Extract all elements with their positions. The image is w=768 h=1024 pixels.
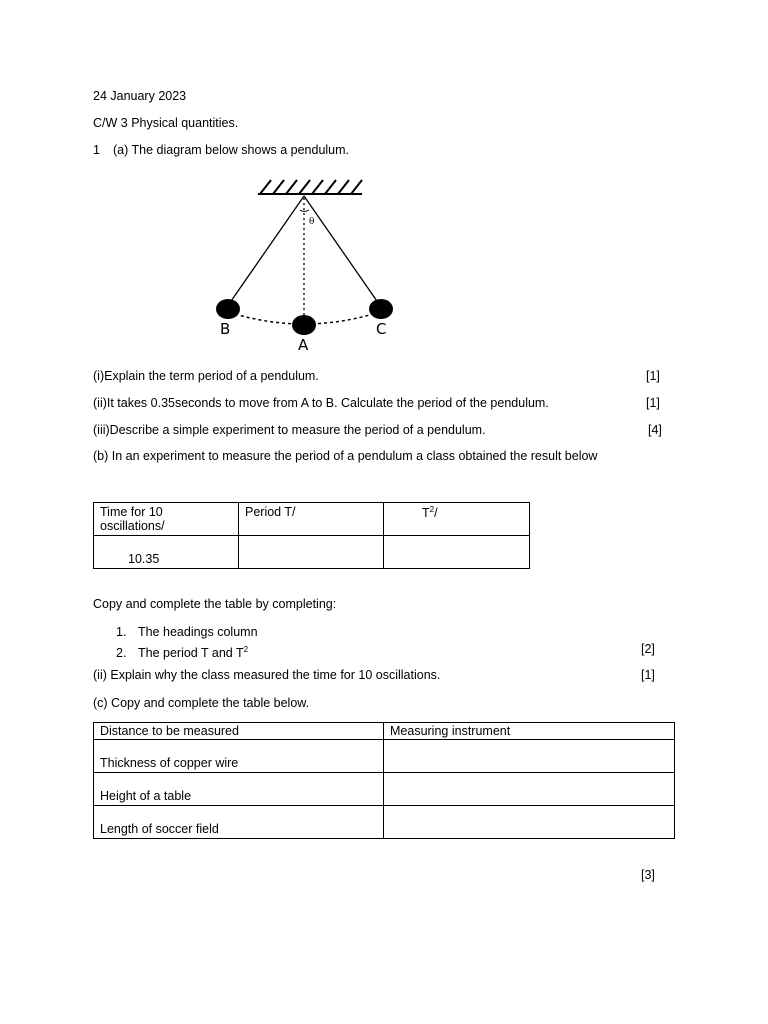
bob-a: [292, 315, 316, 335]
copy-instruction: Copy and complete the table by completing:: [93, 597, 337, 611]
header-distance: Distance to be measured: [94, 723, 384, 740]
results-table: [93, 502, 530, 569]
string-left: [229, 196, 304, 304]
header-t-squared: T: [422, 506, 430, 521]
list-text-exponent: 2: [243, 645, 249, 654]
final-marks: [3]: [641, 868, 655, 882]
list-number: 1.: [116, 625, 127, 639]
question-iii: (iii)Describe a simple experiment to measure the period of a pendulum.: [93, 423, 486, 437]
question-i: (i)Explain the term period of a pendulum.: [93, 369, 319, 383]
row-instrument: [384, 806, 675, 839]
list-text: The headings column: [138, 625, 258, 639]
list-number: 2.: [116, 646, 127, 661]
list-item: [116, 642, 248, 661]
label-c: C: [376, 320, 387, 338]
marks-ii: [1]: [646, 396, 660, 410]
question-number: 1: [93, 143, 100, 157]
table-row: [94, 740, 675, 773]
date: 24 January 2023: [93, 89, 187, 103]
row-distance: Thickness of copper wire: [94, 740, 384, 773]
string-right: [304, 196, 379, 304]
part-b-intro: (b) In an experiment to measure the period of a pendulum a class obtained the result below: [93, 449, 598, 463]
pendulum-diagram: [205, 172, 415, 352]
part-c-intro: (c) Copy and complete the table below.: [93, 696, 310, 710]
header-time-line1: Time for 10: [100, 505, 163, 519]
row-instrument: [384, 773, 675, 806]
list-marks: [2]: [641, 642, 655, 656]
header-t-squared-exponent: 2: [429, 505, 435, 514]
marks-i: [1]: [646, 369, 660, 383]
header-time-line2: oscillations/: [100, 519, 165, 533]
table-row: [94, 723, 675, 740]
header-instrument: Measuring instrument: [384, 723, 675, 740]
part-a-intro: (a) The diagram below shows a pendulum.: [113, 143, 350, 157]
ceiling-support: [258, 180, 362, 194]
part-b-ii: (ii) Explain why the class measured the time for 10 oscillations.: [93, 668, 441, 682]
row-instrument: [384, 740, 675, 773]
cell-period-value: [239, 536, 384, 569]
row-distance: Length of soccer field: [94, 806, 384, 839]
bob-c: [369, 299, 393, 319]
worksheet-title: C/W 3 Physical quantities.: [93, 116, 239, 130]
bob-b: [216, 299, 240, 319]
list-item: [116, 625, 258, 640]
label-a: A: [298, 336, 309, 352]
table-header-cell: [239, 503, 384, 536]
angle-arc: [300, 210, 309, 212]
label-b: B: [220, 320, 231, 338]
measurement-table: [93, 722, 675, 839]
table-header-cell: [94, 503, 239, 536]
table-row: [94, 536, 530, 569]
table-row: [94, 773, 675, 806]
angle-theta: θ: [309, 217, 315, 227]
table-header-cell: [384, 503, 530, 536]
marks-iii: [4]: [648, 423, 662, 437]
cell-time-value: 10.35: [94, 536, 239, 569]
marks-b-ii: [1]: [641, 668, 655, 682]
header-period: Period T/: [245, 505, 296, 519]
row-distance: Height of a table: [94, 773, 384, 806]
cell-t-squared-value: [384, 536, 530, 569]
table-row: [94, 806, 675, 839]
table-row: [94, 503, 530, 536]
list-text: The period T and T: [138, 646, 244, 661]
header-t-squared-slash: /: [434, 506, 438, 521]
question-ii: (ii)It takes 0.35seconds to move from A to B. Calculate the period of the pendulum.: [93, 396, 549, 410]
